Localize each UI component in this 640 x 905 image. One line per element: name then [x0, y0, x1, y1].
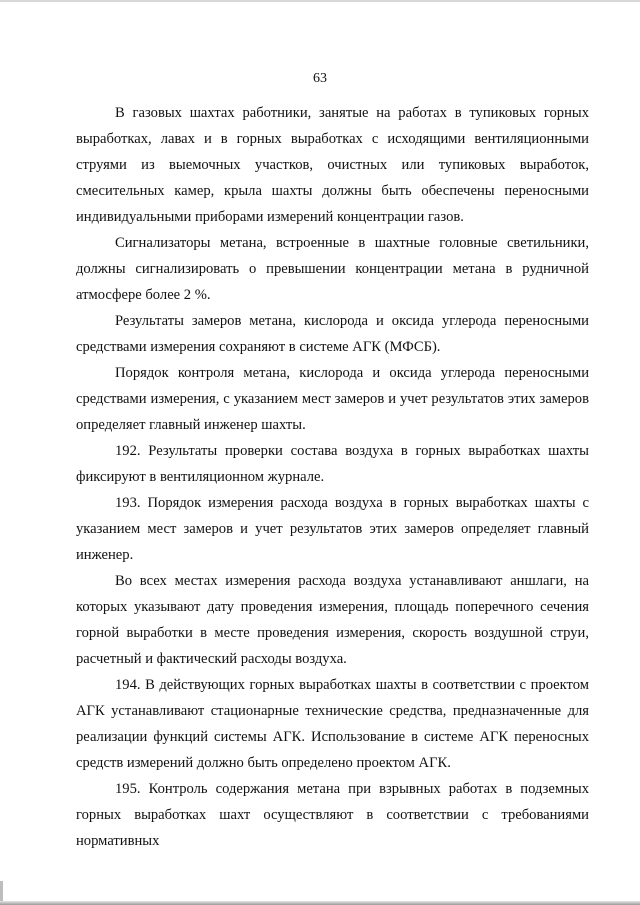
- document-body: [76, 100, 589, 854]
- paragraph-measurement-results: Результаты замеров метана, кислорода и оксида углерода переносными средствами измерения сохраняют в системе АГК (МФСБ).: [76, 313, 589, 355]
- paragraph-item-192: 192. Результаты проверки состава воздуха в горных выработках шахты фиксируют в вентиляционном журнале.: [76, 443, 589, 485]
- paragraph-gas-mines-instruments: В газовых шахтах работники, занятые на работах в тупиковых горных выработках, лавах и в горных выработках с исходящими вентиляционными струями из выемочных участков, очистных или тупиковых выработок, смесительных камер, крыла шахты должны быть обеспечены переносными индивидуальными приборами измерений концентрации газов.: [76, 105, 589, 225]
- paragraph-item-193: 193. Порядок измерения расхода воздуха в горных выработках шахты с указанием мест замеров и учет результатов этих замеров определяет главный инженер.: [76, 495, 589, 563]
- paragraph-air-flow-signs: Во всех местах измерения расхода воздуха устанавливают аншлаги, на которых указывают дату проведения измерения, площадь поперечного сечения горной выработки в месте проведения измерения, скорость воздушной струи, расчетный и фактический расходы воздуха.: [76, 573, 589, 667]
- scan-edge-top: [0, 0, 640, 2]
- paragraph-item-194: 194. В действующих горных выработках шахты в соответствии с проектом АГК устанавливают стационарные технические средства, предназначенные для реализации функций системы АГК. Использование в системе АГК переносных средств измерений должно быть определено проектом АГК.: [76, 677, 589, 771]
- paragraph-control-procedure: Порядок контроля метана, кислорода и оксида углерода переносными средствами измерения, с указанием мест замеров и учет результатов этих замеров определяет главный инженер шахты.: [76, 365, 589, 433]
- page-number: 63: [313, 71, 327, 86]
- scan-edge-bottom: [0, 901, 640, 905]
- paragraph-item-195: 195. Контроль содержания метана при взрывных работах в подземных горных выработках шахт осуществляют в соответствии с требованиями нормативных: [76, 781, 589, 849]
- paragraph-methane-signalers: Сигнализаторы метана, встроенные в шахтные головные светильники, должны сигнализировать о превышении концентрации метана в рудничной атмосфере более 2 %.: [76, 235, 589, 303]
